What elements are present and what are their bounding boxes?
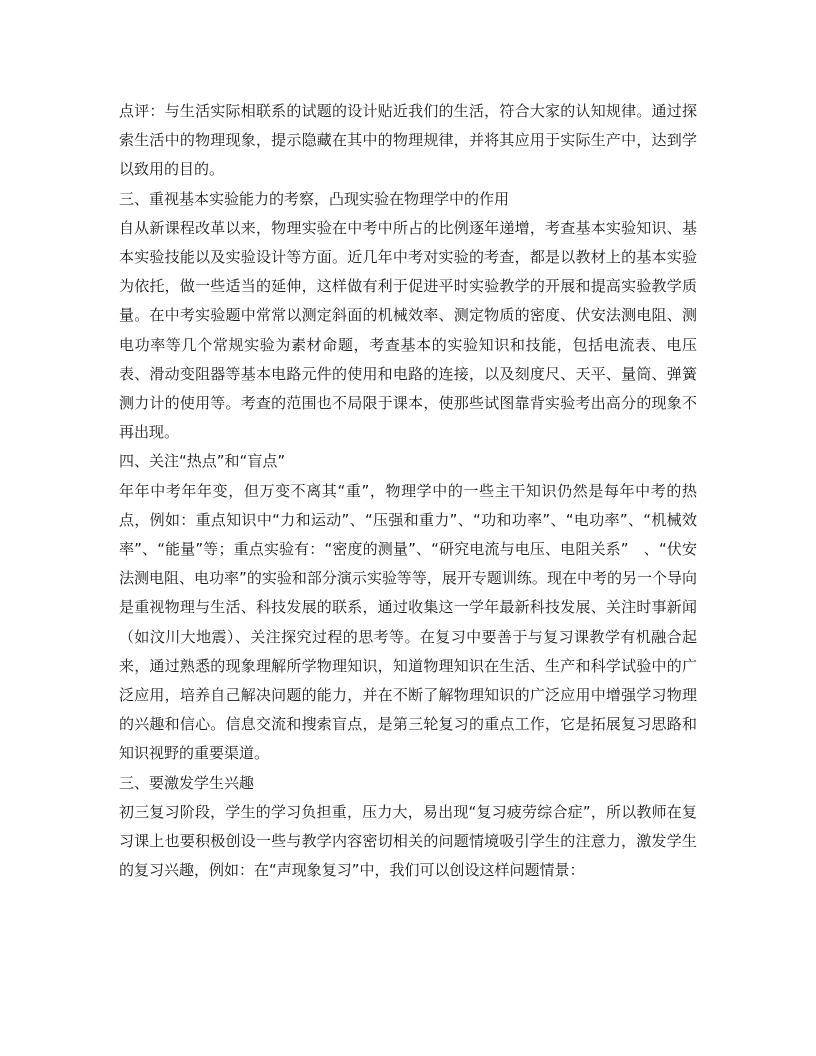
- section-heading-experiment-ability: 三、重视基本实验能力的考察，凸现实验在物理学中的作用: [119, 189, 510, 208]
- experiment-ability-paragraph: 自从新课程改革以来，物理实验在中考中所占的比例逐年递增，考查基本实验知识、基本实验技能以及实验设计等方面。近几年中考对实验的考查，都是以教材上的基本实验为依托，做一些适当的延伸，这样做有利于促进平时实验教学的开展和提高实验教学质量。在中考实验题中常常以测定斜面的机械效率、测定物质的密度、伏安法测电阻、测电功率等几个常规实验为素材命题，考查基本的实验知识和技能，包括电流表、电压表、滑动变阻器等基本电路元件的使用和电路的连接，以及刻度尺、天平、量筒、弹簧测力计的使用等。考查的范围也不局限于课本，使那些试图靠背实验考出高分的现象不再出现。: [119, 218, 697, 442]
- student-interest-paragraph: 初三复习阶段，学生的学习负担重，压力大，易出现“复习疲劳综合症”，所以教师在复习课上也要积极创设一些与教学内容密切相关的问题情境吸引学生的注意力，激发学生的复习兴趣，例如：在“声现象复习”中，我们可以创设这样问题情景：: [119, 802, 697, 880]
- document-body: [119, 97, 697, 885]
- review-comment-paragraph: 点评：与生活实际相联系的试题的设计贴近我们的生活，符合大家的认知规律。通过探索生活中的物理现象，提示隐藏在其中的物理规律，并将其应用于实际生产中，达到学以致用的目的。: [119, 102, 697, 179]
- section-heading-hot-blind-spots: 四、关注“热点”和“盲点”: [119, 452, 286, 471]
- hot-blind-spots-paragraph: 年年中考年年变，但万变不离其“重”，物理学中的一些主干知识仍然是每年中考的热点，例如：重点知识中“力和运动”、“压强和重力”、“功和功率”、“电功率”、“机械效率”、“能量”等；重点实验有：“密度的测量”、“研究电流与电压、电阻关系” 、“伏安法测电阻、电功率”的实验和部分演示实验等等，展开专题训练。现在中考的另一个导向是重视物理与生活、科技发展的联系，通过收集这一学年最新科技发展、关注时事新闻（如汶川大地震）、关注探究过程的思考等。在复习中要善于与复习课教学有机融合起来，通过熟悉的现象理解所学物理知识，知道物理知识在生活、生产和科学试验中的广泛应用，培养自己解决问题的能力，并在不断了解物理知识的广泛应用中增强学习物理的兴趣和信心。信息交流和搜索盲点，是第三轮复习的重点工作，它是拓展复习思路和知识视野的重要渠道。: [119, 481, 697, 763]
- section-heading-student-interest: 三、要激发学生兴趣: [119, 773, 255, 792]
